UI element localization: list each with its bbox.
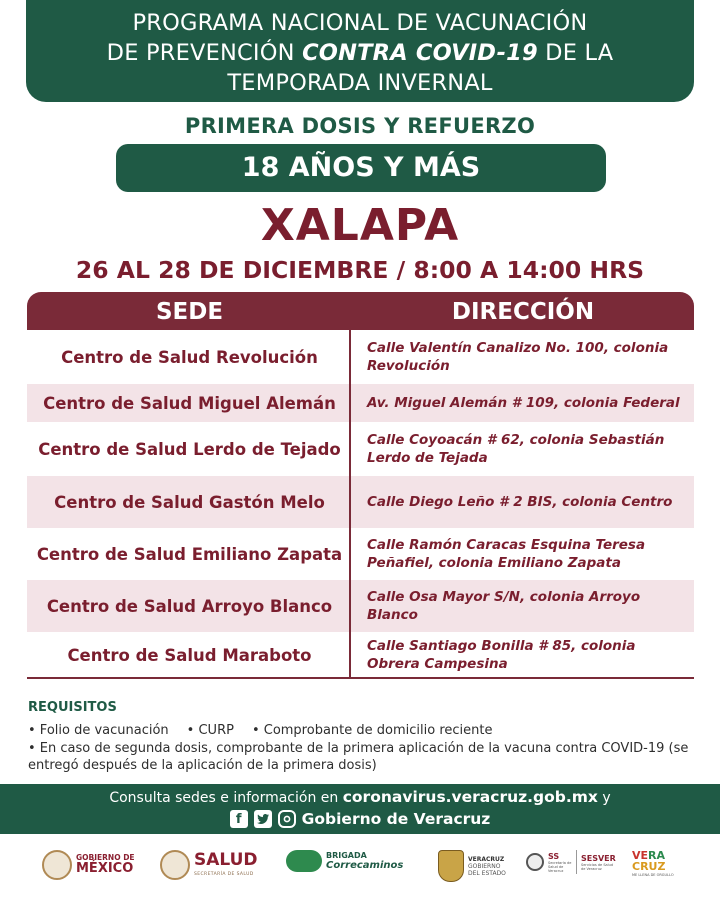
seal-icon: [42, 850, 72, 880]
dates-hours: 26 AL 28 DE DICIEMBRE / 8:00 A 14:00 HRS: [75, 256, 645, 284]
seal-icon: [160, 850, 190, 880]
table-row: [27, 422, 694, 476]
roadrunner-icon: [286, 850, 322, 872]
sede-cell: Centro de Salud Revolución: [61, 347, 318, 367]
veracruz-gobierno-logo: [438, 850, 506, 882]
requirement-second-dose: • En caso de segunda dosis, comprobante de la primera aplicación de la vacuna contra COVID-19 (se entregó después de la aplicación de la primera dosis): [28, 740, 689, 773]
ss-label: SS: [548, 851, 560, 861]
social-handle: Gobierno de Veracruz: [301, 810, 491, 828]
title-line-2-post: DE LA: [537, 40, 614, 66]
shield-icon: [438, 850, 464, 882]
age-badge: 18 AÑOS Y MÁS: [116, 144, 606, 192]
logo-divider: [576, 850, 577, 874]
title-line-3: TEMPORADA INVERNAL: [227, 70, 493, 96]
sponsor-logos: [0, 846, 720, 896]
sede-cell: Centro de Salud Lerdo de Tejado: [38, 439, 341, 459]
sesver-label: SESVER: [581, 853, 616, 863]
title-line-2-emphasis: CONTRA COVID-19: [302, 40, 538, 66]
sede-cell: Centro de Salud Arroyo Blanco: [46, 596, 333, 616]
gobierno-estado-label-2: DEL ESTADO: [468, 869, 506, 877]
requirement-folio: • Folio de vacunación: [28, 723, 169, 738]
veracruz-orgullo-logo: [632, 850, 674, 877]
ss-seal-icon: [526, 853, 544, 871]
gobierno-mexico-logo: [42, 850, 135, 880]
website-link[interactable]: coronavirus.veracruz.gob.mx: [342, 788, 598, 806]
title-line-2-pre: DE PREVENCIÓN: [106, 40, 303, 66]
table-row: [27, 580, 694, 632]
table-row: [27, 330, 694, 384]
instagram-icon[interactable]: [278, 810, 296, 828]
brigada-label: BRIGADA: [326, 851, 367, 860]
salud-sublabel: SECRETARÍA DE SALUD: [194, 871, 254, 877]
title-banner: [26, 0, 694, 102]
header-sede: SEDE: [155, 299, 224, 325]
orgullo-label: ME LLENA DE ORGULLO: [632, 873, 674, 877]
ss-sublabel: Secretaría de Salud de Veracruz: [548, 860, 572, 873]
table-row: [27, 528, 694, 580]
correcaminos-label: Correcaminos: [326, 860, 404, 871]
sites-table: [27, 330, 694, 678]
direccion-cell: Calle Santiago Bonilla # 85, colonia Obrera Campesina: [367, 638, 636, 672]
consult-label: Consulta sedes e información en: [109, 790, 343, 806]
column-divider: [349, 330, 351, 678]
veracruz-wordmark: [632, 850, 665, 872]
sesver-sublabel: Servicios de Salud de Veracruz: [581, 862, 614, 871]
title-line-1: PROGRAMA NACIONAL DE VACUNACIÓN: [132, 10, 588, 36]
requirements-line-1: [28, 722, 698, 740]
ver-a: VE: [632, 849, 649, 862]
header-direccion: DIRECCIÓN: [451, 299, 595, 325]
direccion-cell: Calle Diego Leño # 2 BIS, colonia Centro: [367, 494, 673, 510]
sede-cell: Centro de Salud Maraboto: [67, 645, 312, 665]
table-header: [27, 292, 694, 330]
city-title: XALAPA: [260, 200, 460, 251]
social-row: [0, 808, 720, 830]
table-row: [27, 476, 694, 528]
direccion-cell: Calle Osa Mayor S/N, colonia Arroyo Blanco: [367, 589, 641, 623]
sede-cell: Centro de Salud Miguel Alemán: [43, 393, 336, 413]
brigada-correcaminos-logo: [286, 850, 403, 872]
consult-tail: y: [597, 790, 611, 806]
requirements-title: REQUISITOS: [28, 700, 117, 715]
mexico-label: MÉXICO: [76, 861, 134, 876]
ver-b: RA: [648, 849, 666, 862]
direccion-cell: Av. Miguel Alemán # 109, colonia Federal: [367, 395, 680, 411]
salud-label: SALUD: [194, 849, 258, 870]
ss-sesver-logo: [526, 850, 616, 874]
table-row: [27, 384, 694, 422]
table-bottom-rule: [27, 677, 694, 679]
table-row: [27, 632, 694, 678]
direccion-cell: Calle Coyoacán # 62, colonia Sebastián Lerdo de Tejada: [367, 432, 665, 466]
consult-text: [0, 788, 720, 806]
veracruz-label: VERACRUZ: [468, 855, 505, 863]
sede-cell: Centro de Salud Emiliano Zapata: [36, 544, 343, 564]
ver-c: CRUZ: [632, 860, 666, 873]
facebook-icon[interactable]: f: [230, 810, 248, 828]
requirements-list: [28, 722, 698, 775]
footer-band: [0, 784, 720, 834]
twitter-icon[interactable]: [254, 810, 272, 828]
title-line-2: [26, 38, 694, 68]
direccion-cell: Calle Valentín Canalizo No. 100, colonia Revolución: [367, 340, 669, 374]
requirement-domicilio: • Comprobante de domicilio reciente: [251, 723, 493, 738]
gobierno-estado-label-1: GOBIERNO: [468, 862, 501, 870]
dose-subtitle: PRIMERA DOSIS Y REFUERZO: [184, 114, 536, 138]
direccion-cell: Calle Ramón Caracas Esquina Teresa Peñafiel, colonia Emiliano Zapata: [367, 537, 646, 571]
salud-logo: [160, 850, 258, 880]
gobierno-label: GOBIERNO DE: [76, 853, 135, 862]
requirement-curp: • CURP: [186, 723, 234, 738]
sede-cell: Centro de Salud Gastón Melo: [54, 492, 325, 512]
